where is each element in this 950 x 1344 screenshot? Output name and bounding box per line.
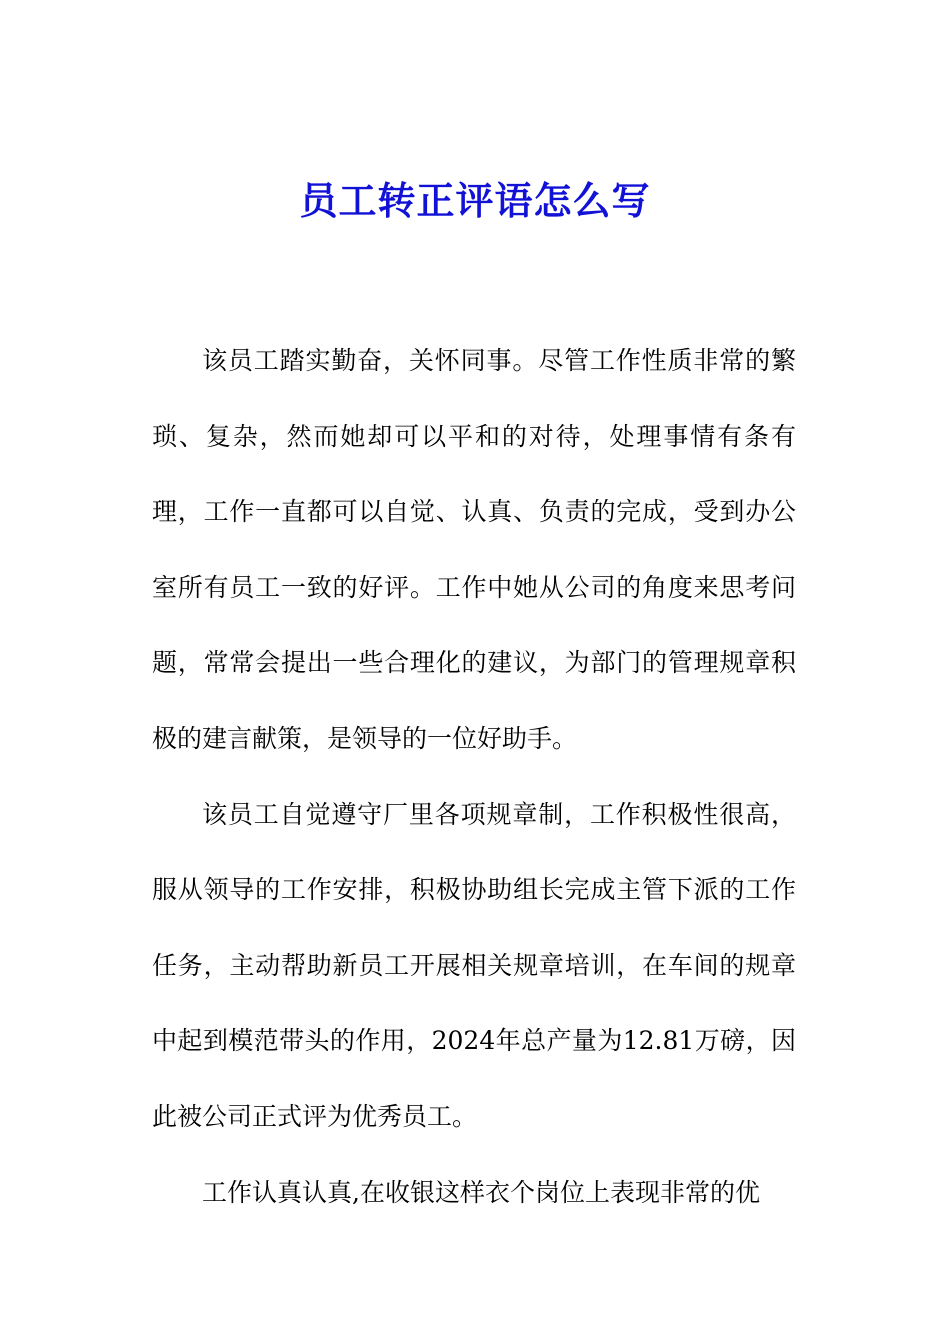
paragraph-2: 该员工自觉遵守厂里各项规章制，工作积极性很高，服从领导的工作安排，积极协助组长完成主管下派的工作任务，主动帮助新员工开展相关规章培训，在车间的规章中起到模范带头的作用，2024年总产量为12.81万磅，因此被公司正式评为优秀员工。	[152, 799, 796, 1131]
document-title: 员工转正评语怎么写	[299, 178, 651, 223]
document-body	[152, 323, 796, 1230]
paragraph-3: 工作认真认真,在收银这样衣个岗位上表现非常的优	[202, 1177, 760, 1207]
paragraph-1: 该员工踏实勤奋，关怀同事。尽管工作性质非常的繁琐、复杂，然而她却可以平和的对待，处理事情有条有理，工作一直都可以自觉、认真、负责的完成，受到办公室所有员工一致的好评。工作中她从公司的角度来思考问题，常常会提出一些合理化的建议，为部门的管理规章积极的建言献策，是领导的一位好助手。	[152, 346, 796, 753]
